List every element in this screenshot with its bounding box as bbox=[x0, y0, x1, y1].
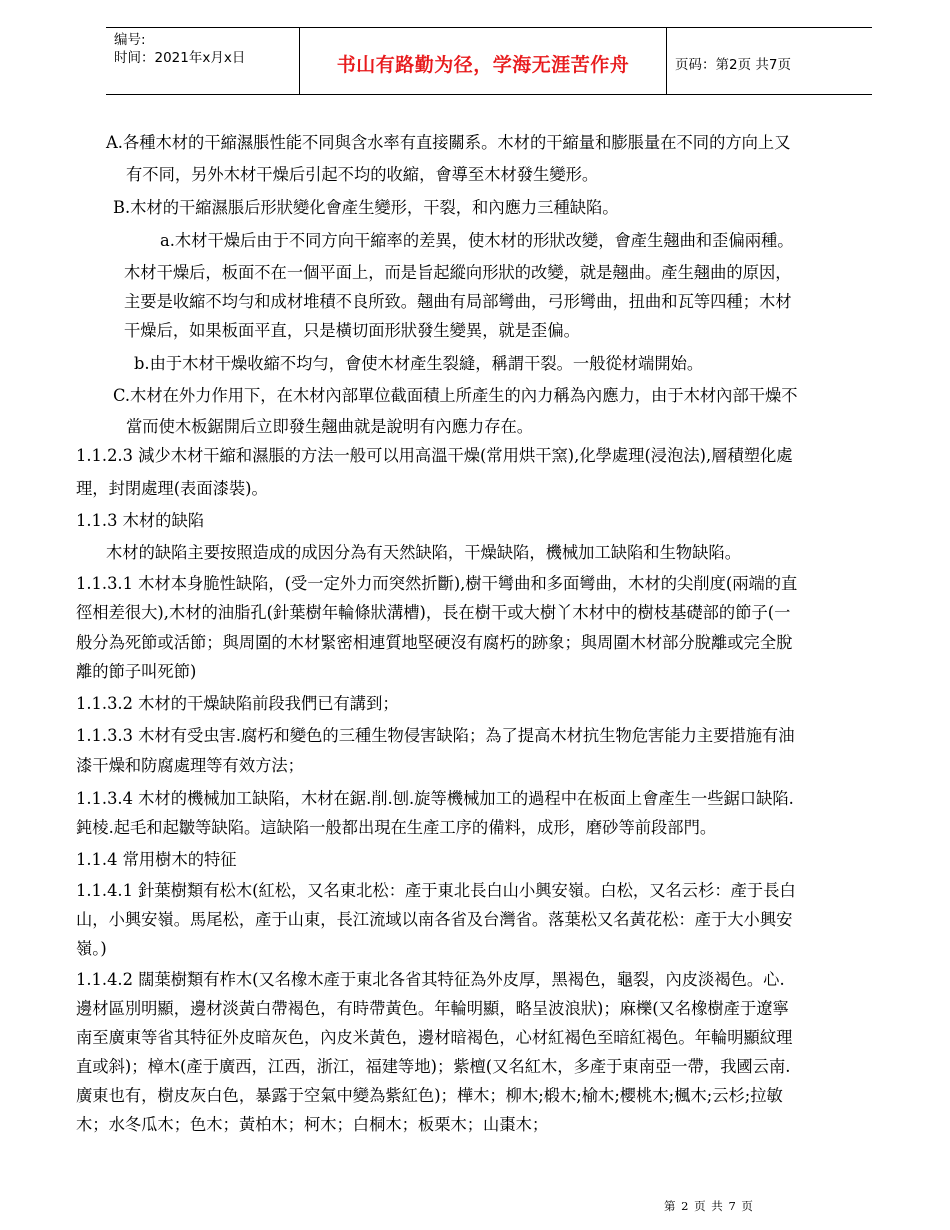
header-page-label: 页码：第2页 共7页 bbox=[675, 57, 791, 73]
paragraph-line: 1.1.3.1 木材本身脆性缺陷，(受一定外力而突然折斷),樹干彎曲和多面彎曲，木材的尖削度(兩端的直 bbox=[76, 574, 798, 593]
paragraph-line: 干燥后，如果板面平直，只是橫切面形狀發生變異，就是歪偏。 bbox=[124, 321, 580, 340]
paragraph-line: 漆干燥和防腐處理等有效方法； bbox=[76, 756, 304, 775]
paragraph-line: 南至廣東等省其特征外皮暗灰色，內皮米黃色，邊材暗褐色，心材紅褐色至暗紅褐色。年輪明顯紋理 bbox=[76, 1028, 793, 1047]
header-meta-cell bbox=[106, 28, 300, 94]
header-motto: 书山有路勤为径，学海无涯苦作舟 bbox=[336, 54, 630, 76]
paragraph-line: b.由于木材干燥收縮不均勻，會使木材產生裂縫，稱謂干裂。一般從材端開始。 bbox=[134, 354, 704, 373]
paragraph-line: 木材的缺陷主要按照造成的成因分為有天然缺陷，干燥缺陷，機械加工缺陷和生物缺陷。 bbox=[106, 543, 741, 562]
paragraph-line: 1.1.4.2 闊葉樹類有柞木(又名橡木產于東北各省其特征為外皮厚，黑褐色，龜裂，內皮淡褐色。心. bbox=[76, 970, 785, 989]
paragraph-line: 當而使木板鋸開后立即發生翹曲就是說明有內應力存在。 bbox=[126, 417, 534, 436]
paragraph-line: 嶺。) bbox=[76, 939, 107, 958]
paragraph-line: 鈍棱.起毛和起皺等缺陷。這缺陷一般都出現在生產工序的備料，成形，磨砂等前段部門。 bbox=[76, 818, 717, 837]
section-heading: 1.1.4 常用樹木的特征 bbox=[76, 850, 237, 869]
page-header bbox=[106, 27, 872, 95]
paragraph-line: A.各種木材的干縮濕脹性能不同與含水率有直接關系。木材的干縮量和膨脹量在不同的方向上又 bbox=[106, 133, 791, 152]
paragraph-line: a.木材干燥后由于不同方向干縮率的差異，使木材的形狀改變，會產生翹曲和歪偏兩種。 bbox=[160, 231, 794, 250]
paragraph-line: 木；水冬瓜木；色木；黃柏木；柯木；白桐木；板栗木；山棗木； bbox=[76, 1115, 549, 1134]
paragraph-line: 直或斜)；樟木(產于廣西，江西，浙江，福建等地)；紫檀(又名紅木，多產于東南亞一帶，我國云南. bbox=[76, 1057, 791, 1076]
paragraph-line: 主要是收縮不均勻和成材堆積不良所致。翹曲有局部彎曲，弓形彎曲，扭曲和瓦等四種；木材 bbox=[124, 292, 792, 311]
paragraph-line: 木材干燥后，板面不在一個平面上，而是旨起縱向形狀的改變，就是翹曲。產生翹曲的原因， bbox=[124, 263, 792, 282]
document-number-label: 编号: bbox=[114, 32, 146, 48]
paragraph-line: 離的節子叫死節) bbox=[76, 662, 197, 681]
paragraph-line: 山，小興安嶺。馬尾松，產于山東，長江流域以南各省及台灣省。落葉松又名黃花松：產于大小興安 bbox=[76, 910, 793, 929]
section-heading: 1.1.3 木材的缺陷 bbox=[76, 511, 205, 530]
paragraph-line: 有不同，另外木材干燥后引起不均的收縮，會導至木材發生變形。 bbox=[126, 165, 599, 184]
header-page-cell bbox=[667, 28, 872, 94]
paragraph-line: 般分為死節或活節；與周圍的木材緊密相連質地堅硬沒有腐朽的跡象；與周圍木材部分脫離或完全脫 bbox=[76, 633, 793, 652]
paragraph-line: 徑相差很大),木材的油脂孔(針葉樹年輪條狀溝槽)，長在樹干或大樹丫木材中的樹枝基礎部的節子(一 bbox=[76, 603, 791, 622]
paragraph-line: 1.1.2.3 減少木材干縮和濕脹的方法一般可以用高溫干燥(常用烘干窯),化學處理(浸泡法),層積塑化處 bbox=[76, 446, 793, 465]
header-motto-cell bbox=[300, 28, 667, 94]
paragraph-line: B.木材的干縮濕脹后形狀變化會產生變形，干裂，和內應力三種缺陷。 bbox=[113, 198, 619, 217]
paragraph-line: 1.1.3.3 木材有受虫害.腐朽和變色的三種生物侵害缺陷；為了提高木材抗生物危害能力主要措施有油 bbox=[76, 726, 795, 745]
paragraph-line: 1.1.4.1 針葉樹類有松木(紅松，又名東北松：產于東北長白山小興安嶺。白松，又名云杉：產于長白 bbox=[76, 881, 796, 900]
paragraph-line: 理，封閉處理(表面漆裝)。 bbox=[76, 479, 268, 498]
paragraph-line: C.木材在外力作用下，在木材內部單位截面積上所產生的內力稱為內應力，由于木材內部干燥不 bbox=[113, 386, 798, 405]
page-footer: 第 2 页 共 7 页 bbox=[664, 1199, 754, 1213]
paragraph-line: 廣東也有，樹皮灰白色，暴露于空氣中變為紫紅色)；樺木；柳木;椴木;榆木;櫻桃木;楓木;云杉;拉敏 bbox=[76, 1086, 783, 1105]
paragraph-line: 邊材區別明顯，邊材淡黃白帶褐色，有時帶黃色。年輪明顯，略呈波浪狀)；麻櫟(又名橡樹產于遼寧 bbox=[76, 999, 789, 1018]
paragraph-line: 1.1.3.4 木材的機械加工缺陷，木材在鋸.削.刨.旋等機械加工的過程中在板面上會產生一些鋸口缺陷. bbox=[76, 789, 794, 808]
paragraph-line: 1.1.3.2 木材的干燥缺陷前段我們已有講到； bbox=[76, 694, 399, 713]
document-time-label: 时间：2021年x月x日 bbox=[114, 50, 246, 66]
